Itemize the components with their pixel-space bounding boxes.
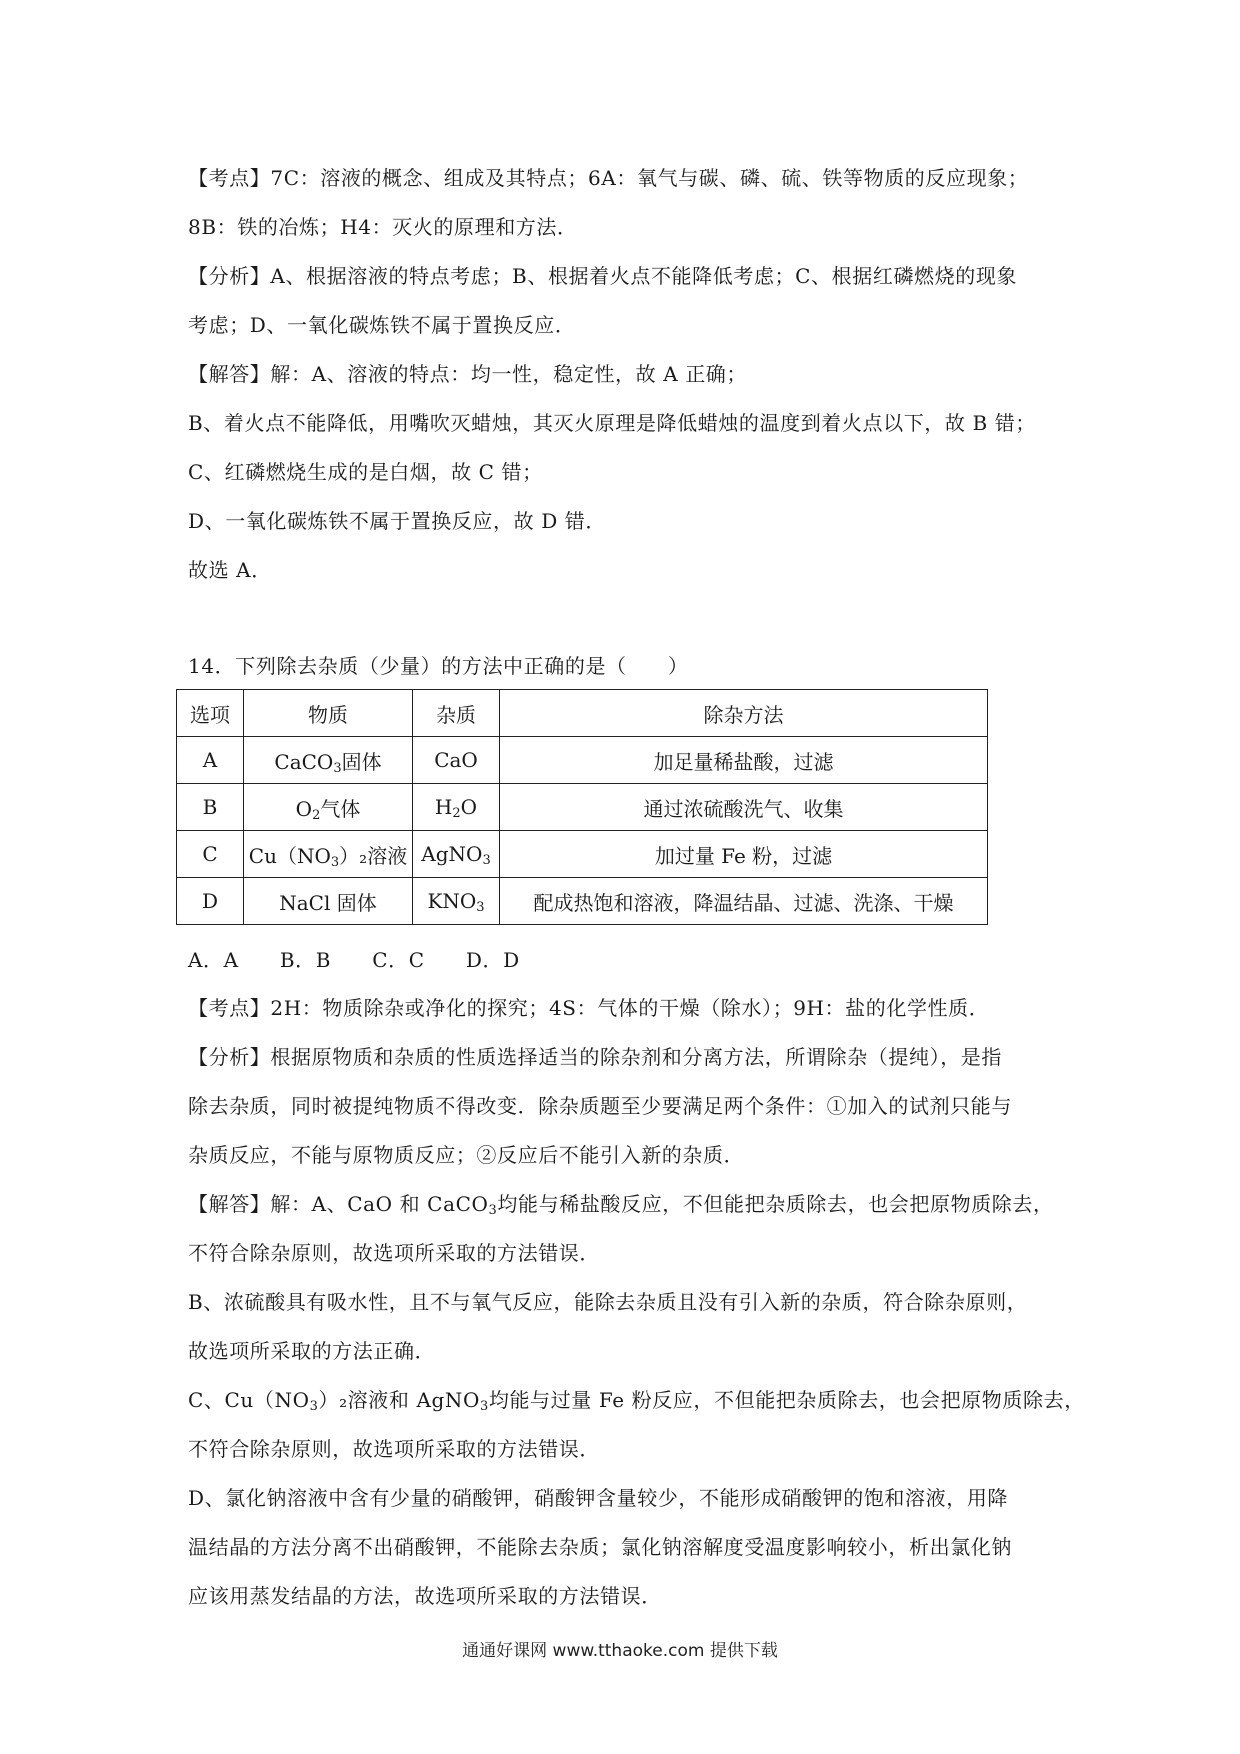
choices-line: A．A B．B C．C D．D: [188, 948, 520, 972]
q14-jieda-b-line-2: 故选项所采取的方法正确．: [188, 1339, 436, 1363]
q14-jieda-d-line-1: D、氯化钠溶液中含有少量的硝酸钾，硝酸钾含量较少，不能形成硝酸钾的饱和溶液，用降: [188, 1486, 1009, 1510]
q14-jieda-a-line-2: 不符合除杂原则，故选项所采取的方法错误．: [188, 1241, 600, 1265]
jieda-line-2: B、着火点不能降低，用嘴吹灭蜡烛，其灭火原理是降低蜡烛的温度到着火点以下，故 B 错；: [188, 411, 1036, 435]
q14-jieda-d-line-3: 应该用蒸发结晶的方法，故选项所采取的方法错误．: [188, 1584, 662, 1608]
q14-jieda-b-line-1: B、浓硫酸具有吸水性，且不与氧气反应，能除去杂质且没有引入新的杂质，符合除杂原则，: [188, 1290, 1028, 1314]
table-header-cell: 杂质: [413, 690, 500, 737]
q14-kaodian: 【考点】2H：物质除杂或净化的探究；4S：气体的干燥（除水）；9H：盐的化学性质．: [188, 996, 990, 1020]
fenxi-line-1: 【分析】A、根据溶液的特点考虑；B、根据着火点不能降低考虑；C、根据红磷燃烧的现象: [188, 264, 1018, 288]
table-header-row: [177, 690, 988, 737]
q14-fenxi-line-3: 杂质反应，不能与原物质反应；②反应后不能引入新的杂质．: [188, 1143, 745, 1167]
table-header-cell: 除杂方法: [500, 690, 988, 737]
method-cell: 通过浓硫酸洗气、收集: [500, 784, 988, 831]
q14-fenxi-line-2: 除去杂质，同时被提纯物质不得改变．除杂质题至少要满足两个条件：①加入的试剂只能与: [188, 1094, 1012, 1118]
table-header-cell: 物质: [244, 690, 413, 737]
method-cell: 加足量稀盐酸，过滤: [500, 737, 988, 784]
option-cell: D: [177, 878, 244, 925]
table-row: [177, 784, 988, 831]
substance-cell: $Cu(NO_3)_2$溶液: [244, 831, 413, 878]
q14-fenxi-line-1: 【分析】根据原物质和杂质的性质选择适当的除杂剂和分离方法，所谓除杂（提纯），是指: [188, 1045, 1002, 1069]
kaodian-line-2: 8B：铁的冶炼；H4：灭火的原理和方法．: [188, 215, 578, 239]
option-cell: B: [177, 784, 244, 831]
substance-cell: $O_2$气体: [244, 784, 413, 831]
answer-line: 故选 A．: [188, 558, 272, 582]
jieda-line-1: 【解答】解：A、溶液的特点：均一性，稳定性，故 A 正确；: [188, 362, 748, 386]
substance-cell: CaCO$_3$固体: [244, 737, 413, 784]
kaodian-line-1: 【考点】7C：溶液的概念、组成及其特点；6A：氧气与碳、磷、硫、铁等物质的反应现象；: [188, 166, 1029, 190]
q14-jieda-c-line-2: 不符合除杂原则，故选项所采取的方法错误．: [188, 1437, 600, 1461]
impurity-cell: $KNO_3$: [413, 878, 500, 925]
substance-cell: NaCl 固体: [244, 878, 413, 925]
fenxi-line-2: 考虑；D、一氧化碳炼铁不属于置换反应．: [188, 313, 576, 337]
method-cell: 加过量 Fe 粉，过滤: [500, 831, 988, 878]
impurity-cell: AgNO$_3$: [413, 831, 500, 878]
jieda-line-3: C、红磷燃烧生成的是白烟，故 C 错；: [188, 460, 543, 484]
impurity-removal-table: [176, 689, 988, 925]
q14-jieda-c-line-1: C、$Cu(NO_3)_2$溶液和 AgNO$_3$均能与过量 Fe 粉反应，不但能把杂质除去，也会把原物质除去，: [188, 1388, 1085, 1414]
impurity-cell: CaO: [413, 737, 500, 784]
option-cell: C: [177, 831, 244, 878]
impurity-cell: $H_2O$: [413, 784, 500, 831]
page-footer: 通通好课网 www.tthaoke.com 提供下载: [462, 1641, 778, 1661]
jieda-line-4: D、一氧化碳炼铁不属于置换反应，故 D 错．: [188, 509, 606, 533]
table-row: [177, 831, 988, 878]
method-cell: 配成热饱和溶液，降温结晶、过滤、洗涤、干燥: [500, 878, 988, 925]
option-cell: A: [177, 737, 244, 784]
q14-jieda-a-line-1: 【解答】解：A、CaO 和 CaCO$_3$均能与稀盐酸反应，不但能把杂质除去，也会把原物质除去，: [188, 1192, 1054, 1218]
table-row: [177, 878, 988, 925]
table-header-cell: 选项: [177, 690, 244, 737]
table-row: [177, 737, 988, 784]
q14-jieda-d-line-2: 温结晶的方法分离不出硝酸钾，不能除去杂质；氯化钠溶解度受温度影响较小，析出氯化钠: [188, 1535, 1012, 1559]
question-14-stem: 14．下列除去杂质（少量）的方法中正确的是（ ）: [188, 654, 689, 678]
